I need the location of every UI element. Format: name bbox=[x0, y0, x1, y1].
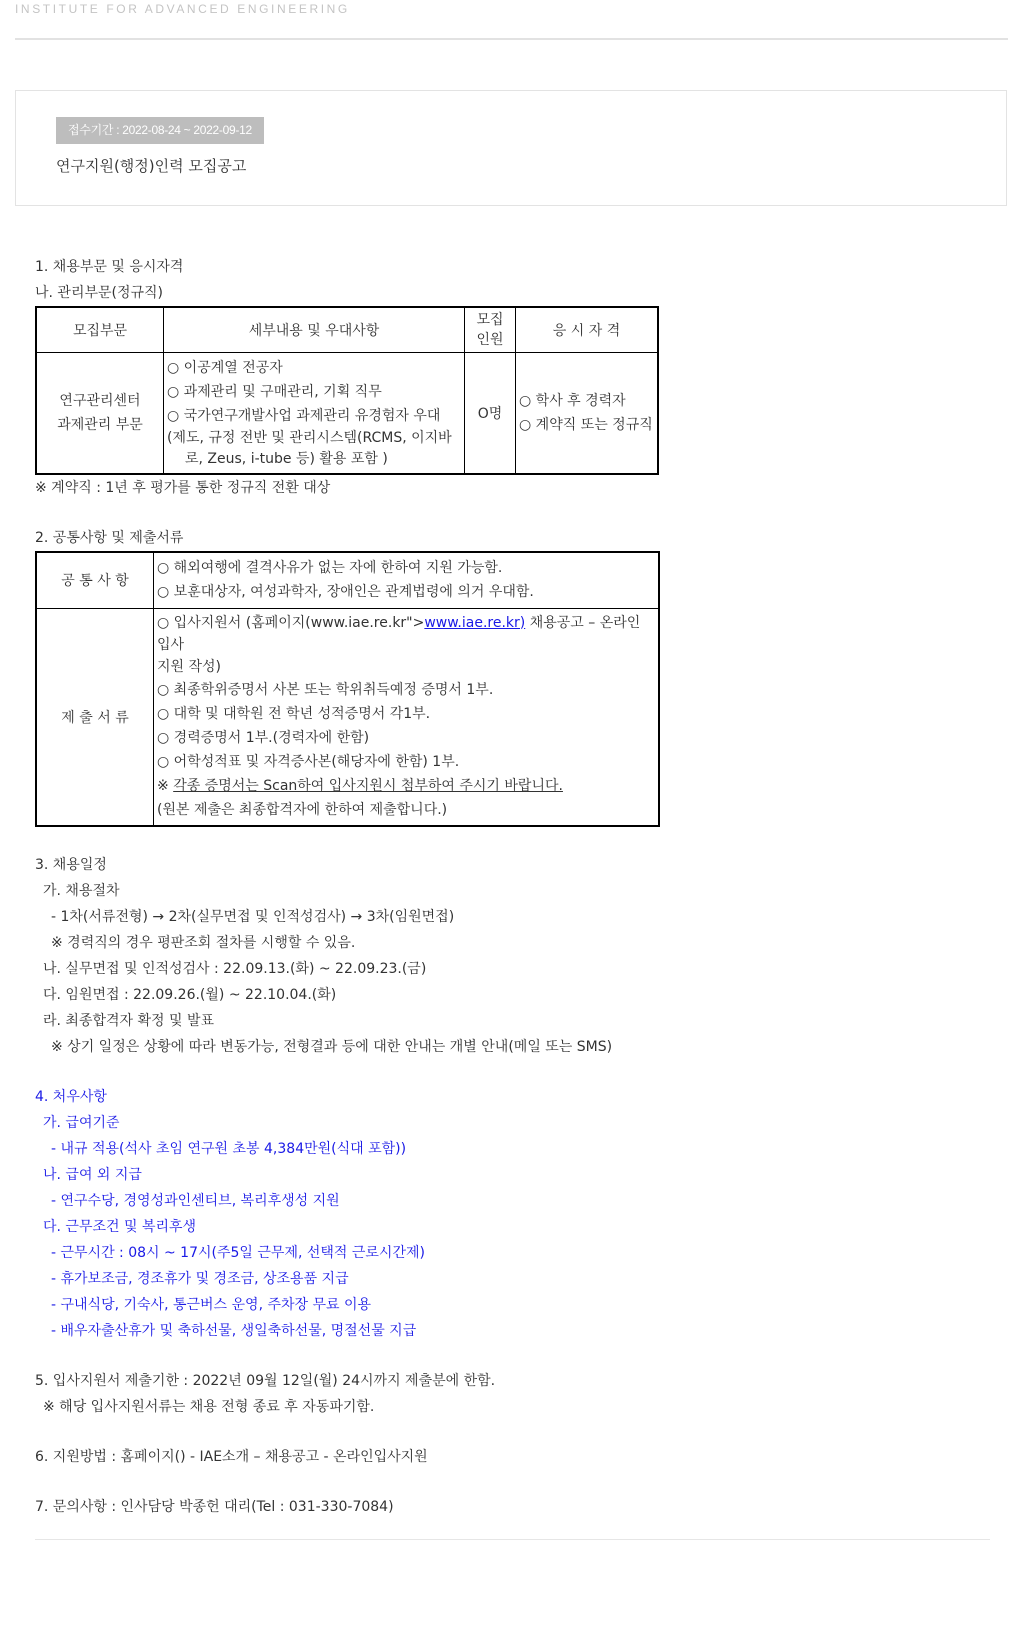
docs-note-text: 각종 증명서는 Scan하여 입사지원시 첨부하여 주시기 바랍니다. bbox=[173, 777, 563, 794]
detail-item: ○ 이공계열 전공자 bbox=[167, 360, 283, 376]
doc-item: ○ 경력증명서 1부.(경력자에 한함) bbox=[157, 729, 370, 746]
col-header-quals: 응 시 자 격 bbox=[516, 307, 659, 353]
section7-line: 7. 문의사항 : 인사담당 박종헌 대리(Tel : 031-330-7084) bbox=[35, 1498, 394, 1515]
docs-label: 제 출 서 류 bbox=[36, 608, 154, 826]
details-cell bbox=[164, 353, 465, 475]
section3-heading: 3. 채용일정 bbox=[35, 856, 107, 873]
detail-item: ○ 국가연구개발사업 과제관리 유경험자 우대 bbox=[167, 408, 441, 424]
col-header-dept: 모집부문 bbox=[36, 307, 164, 353]
notice-title: 연구지원(행정)인력 모집공고 bbox=[56, 157, 247, 175]
section1-heading: 1. 채용부문 및 응시자격 bbox=[35, 259, 184, 275]
qual-item: ○ 학사 후 경력자 bbox=[519, 393, 626, 409]
common-label: 공 통 사 항 bbox=[36, 552, 154, 608]
col-header-details: 세부내용 및 우대사항 bbox=[164, 307, 465, 353]
common-item: ○ 보훈대상자, 여성과학자, 장애인은 관계법령에 의거 우대함. bbox=[157, 584, 534, 601]
note-mark: ※ bbox=[157, 777, 174, 794]
quals-cell bbox=[516, 353, 659, 475]
section4-b: 나. 급여 외 지급 bbox=[43, 1166, 142, 1183]
common-item: ○ 해외여행에 결격사유가 없는 자에 한하여 지원 가능함. bbox=[157, 560, 503, 577]
doc-item: ○ 어학성적표 및 자격증사본(해당자에 한함) 1부. bbox=[157, 753, 460, 770]
section6-line: 6. 지원방법 : 홈페이지() - IAE소개 – 채용공고 - 온라인입사지원 bbox=[35, 1448, 428, 1465]
section4-b1: - 연구수당, 경영성과인센티브, 복리후생성 지원 bbox=[51, 1192, 340, 1209]
common-cell bbox=[154, 552, 660, 608]
doc-item-cont: 지원 작성) bbox=[157, 658, 222, 675]
doc1-text: ○ 입사지원서 (홈페이지(www.iae.re.kr"> bbox=[157, 614, 425, 631]
section3-b: 나. 실무면접 및 인적성검사 : 22.09.13.(화) ~ 22.09.23.(금) bbox=[43, 960, 427, 977]
doc-item bbox=[157, 612, 655, 656]
notice-card bbox=[15, 90, 1007, 206]
docs-cell bbox=[154, 608, 660, 826]
notice-content bbox=[35, 254, 995, 1520]
doc-item: ○ 최종학위증명서 사본 또는 학위취득예정 증명서 1부. bbox=[157, 681, 494, 698]
detail-item: ○ 과제관리 및 구매관리, 기획 직무 bbox=[167, 384, 382, 400]
detail-item: 로, Zeus, i-tube 등) 활용 포함 ) bbox=[185, 451, 388, 467]
section4-c-item: - 배우자출산휴가 및 축하선물, 생일축하선물, 명절선물 지급 bbox=[51, 1322, 417, 1339]
section5-note: ※ 해당 입사지원서류는 채용 전형 종료 후 자동파기함. bbox=[43, 1398, 375, 1415]
section5-line: 5. 입사지원서 제출기한 : 2022년 09월 12일(월) 24시까지 제출분에 한함. bbox=[35, 1372, 496, 1389]
count-cell: O명 bbox=[465, 353, 516, 475]
institute-brand: INSTITUTE FOR ADVANCED ENGINEERING bbox=[15, 2, 350, 16]
section1-sub: 나. 관리부문(정규직) bbox=[35, 285, 164, 301]
doc1-text-post: 채용공고 – 온라인 입사 bbox=[157, 614, 641, 653]
section4-c: 다. 근무조건 및 복리후생 bbox=[43, 1218, 197, 1235]
doc-item: ○ 대학 및 대학원 전 학년 성적증명서 각1부. bbox=[157, 705, 431, 722]
section4-a1: - 내규 적용(석사 초임 연구원 초봉 4,384만원(식대 포함)) bbox=[51, 1140, 407, 1157]
section4-heading: 4. 처우사항 bbox=[35, 1088, 107, 1105]
common-docs-table bbox=[35, 551, 660, 827]
section3-a2: ※ 경력직의 경우 평판조회 절차를 시행할 수 있음. bbox=[51, 934, 356, 951]
docs-note bbox=[157, 774, 655, 798]
section4-c-item: - 근무시간 : 08시 ~ 17시(주5일 근무제, 선택적 근로시간제) bbox=[51, 1244, 425, 1261]
header-divider bbox=[15, 38, 1008, 40]
col-header-count: 모집 인원 bbox=[465, 307, 516, 353]
footer-divider bbox=[35, 1539, 990, 1540]
section3-d: 라. 최종합격자 확정 및 발표 bbox=[43, 1012, 215, 1029]
section4-c-item: - 구내식당, 기숙사, 통근버스 운영, 주차장 무료 이용 bbox=[51, 1296, 372, 1313]
section1-note: ※ 계약직 : 1년 후 평가를 통한 정규직 전환 대상 bbox=[35, 480, 331, 496]
section3-a1: - 1차(서류전형) → 2차(실무면접 및 인적성검사) → 3차(임원면접) bbox=[51, 908, 455, 925]
section2-heading: 2. 공통사항 및 제출서류 bbox=[35, 530, 184, 546]
iae-homepage-link[interactable]: www.iae.re.kr) bbox=[424, 614, 526, 631]
section3-d1: ※ 상기 일정은 상황에 따라 변동가능, 전형결과 등에 대한 안내는 개별 안내(메일 또는 SMS) bbox=[51, 1038, 613, 1055]
application-period-badge: 접수기간 : 2022-08-24 ~ 2022-09-12 bbox=[56, 117, 264, 144]
docs-note2: (원본 제출은 최종합격자에 한하여 제출합니다.) bbox=[157, 801, 448, 818]
section4-c-item: - 휴가보조금, 경조휴가 및 경조금, 상조용품 지급 bbox=[51, 1270, 349, 1287]
recruitment-table bbox=[35, 306, 659, 475]
section3-c: 다. 임원면접 : 22.09.26.(월) ~ 22.10.04.(화) bbox=[43, 986, 337, 1003]
section4-a: 가. 급여기준 bbox=[43, 1114, 120, 1131]
detail-item: (제도, 규정 전반 및 관리시스템(RCMS, 이지바 bbox=[167, 430, 452, 446]
section3-a: 가. 채용절차 bbox=[43, 882, 120, 899]
qual-item: ○ 계약직 또는 정규직 bbox=[519, 417, 653, 433]
dept-cell: 연구관리센터 과제관리 부문 bbox=[36, 353, 164, 475]
